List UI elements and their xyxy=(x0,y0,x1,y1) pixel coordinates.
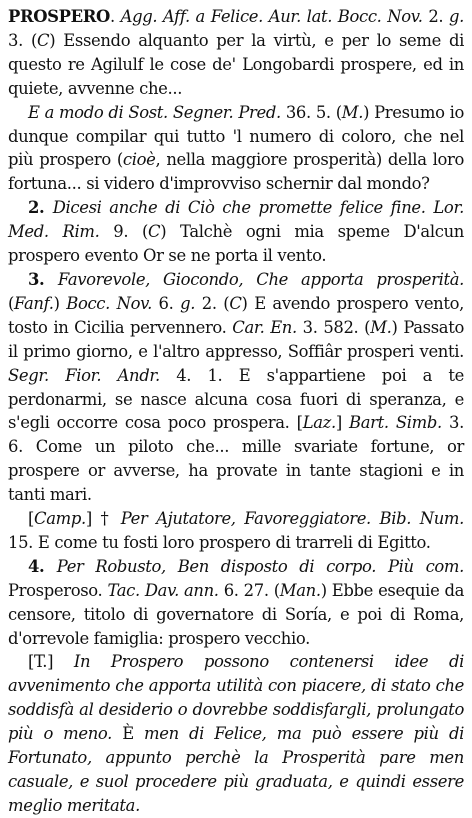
text-run: Favorevole, Giocondo, Che apporta prosperità. xyxy=(57,269,464,289)
text-run: C xyxy=(37,30,50,50)
text-run: men di Felice, ma può essere più di Fortunato, appunto perchè la Prosperità pare men casuale, e suol procedere più graduata, e quindi essere meglio meritata. xyxy=(8,724,464,815)
text-run: 3. 582. ( xyxy=(296,317,371,337)
text-run: . xyxy=(109,7,121,26)
entry-definition-substantive xyxy=(8,101,464,197)
text-run: 2. xyxy=(28,198,53,218)
text-run: Camp. xyxy=(34,509,86,529)
text-run: ) Talchè ogni mia speme D'alcun prospero evento Or se ne porta il vento. xyxy=(8,222,464,266)
entry-editor-note xyxy=(8,650,464,817)
text-run: Dicesi anche di Ciò che promette felice fine. Lor. Med. Rim. xyxy=(8,198,464,242)
text-run: Car. En. xyxy=(232,317,297,337)
text-run: M. xyxy=(341,102,364,122)
text-run: Bocc. Nov. xyxy=(66,293,152,313)
text-run: 2. xyxy=(422,7,449,26)
text-run: Per Robusto, Ben disposto di corpo. Più com. xyxy=(56,556,464,576)
text-run: ( xyxy=(8,293,15,313)
entry-definition-main xyxy=(8,5,464,101)
text-run: [T.] xyxy=(28,652,74,672)
entry-sense-3 xyxy=(8,268,464,507)
text-run: E a modo di Sost. Segner. Pred. xyxy=(28,102,281,122)
text-run: Per Ajutatore, Favoreggiatore. Bib. Num. xyxy=(120,509,464,529)
text-run: Tac. Dav. ann. xyxy=(107,580,219,600)
text-run: C xyxy=(229,293,242,313)
text-run: 36. 5. ( xyxy=(280,102,342,122)
text-run: ) Presumo io dunque compilar qui tutto 'l numero di coloro, che nel più prospero ( xyxy=(8,102,464,170)
text-run: Agg. Aff. a Felice. Aur. lat. Bocc. Nov. xyxy=(120,7,423,26)
text-run: Fanf. xyxy=(14,293,54,313)
text-run: cioè xyxy=(122,150,156,170)
text-run: ) Ebbe esequie da censore, titolo di governatore di Soría, e poi di Roma, d'orrevole famiglia: prospero vecchio. xyxy=(8,580,465,648)
text-run: [ xyxy=(28,509,35,529)
text-run: In Prospero possono contenersi idee di avvenimento che apporta utilità con piacere, di stato che soddisfà al desiderio o dovrebbe soddisfargli, prolungato più o meno. xyxy=(8,652,464,744)
text-run: 15. E come tu fosti loro prospero di trarreli di Egitto. xyxy=(8,532,431,552)
text-run: PROSPERO xyxy=(8,7,110,26)
text-run: , nella maggiore prosperità) della loro fortuna... si videro d'improvviso schernir dal mondo? xyxy=(8,150,464,194)
text-run: Laz. xyxy=(302,413,336,433)
text-run: 3. xyxy=(28,269,58,289)
text-run: 2. ( xyxy=(195,293,230,313)
text-run: ) Passato il primo giorno, e l'altro appresso, Soffiâr prosperi venti. xyxy=(8,317,464,361)
text-run: 3. 6. Come un piloto che... mille svariate fortune, or prospere or avverse, ha provate in tante stagioni e in tanti mari. xyxy=(8,413,464,505)
text-run: ) xyxy=(53,293,67,313)
entry-sense-4 xyxy=(8,555,464,651)
text-run: ) E avendo prospero vento, tosto in Cicilia pervennero. xyxy=(8,293,464,337)
text-run: g. xyxy=(180,293,196,313)
text-run: Prosperoso. xyxy=(8,580,108,600)
text-run: Bart. Simb. xyxy=(349,413,442,433)
text-run: È xyxy=(112,724,145,744)
text-run: M. xyxy=(370,317,392,337)
text-run: ) Essendo alquanto per la virtù, e per lo seme di questo re Agilulf le cose de' Longobardi prospere, ed in quiete, avvenne che... xyxy=(8,30,464,98)
dictionary-entry-prospero xyxy=(8,5,464,818)
text-run: 6. xyxy=(151,293,181,313)
text-run: 4. 1. E s'appartiene poi a te perdonarmi, se nasce alcuna cosa fuori di speranza, e s'egli occorre cosa poco prospera. [ xyxy=(8,365,464,433)
text-run: Segr. Fior. Andr. xyxy=(8,365,160,385)
text-run: 9. ( xyxy=(99,222,149,242)
text-run: Man. xyxy=(279,580,321,600)
text-run: 6. 27. ( xyxy=(218,580,280,600)
text-run: ] † xyxy=(85,509,121,529)
entry-sense-ajutatore xyxy=(8,507,464,555)
text-run: 4. xyxy=(28,556,57,576)
text-run: C xyxy=(148,222,161,242)
text-run: ] xyxy=(335,413,350,433)
text-run: 3. ( xyxy=(8,30,37,50)
entry-sense-2 xyxy=(8,196,464,268)
text-run: g. xyxy=(448,7,464,26)
